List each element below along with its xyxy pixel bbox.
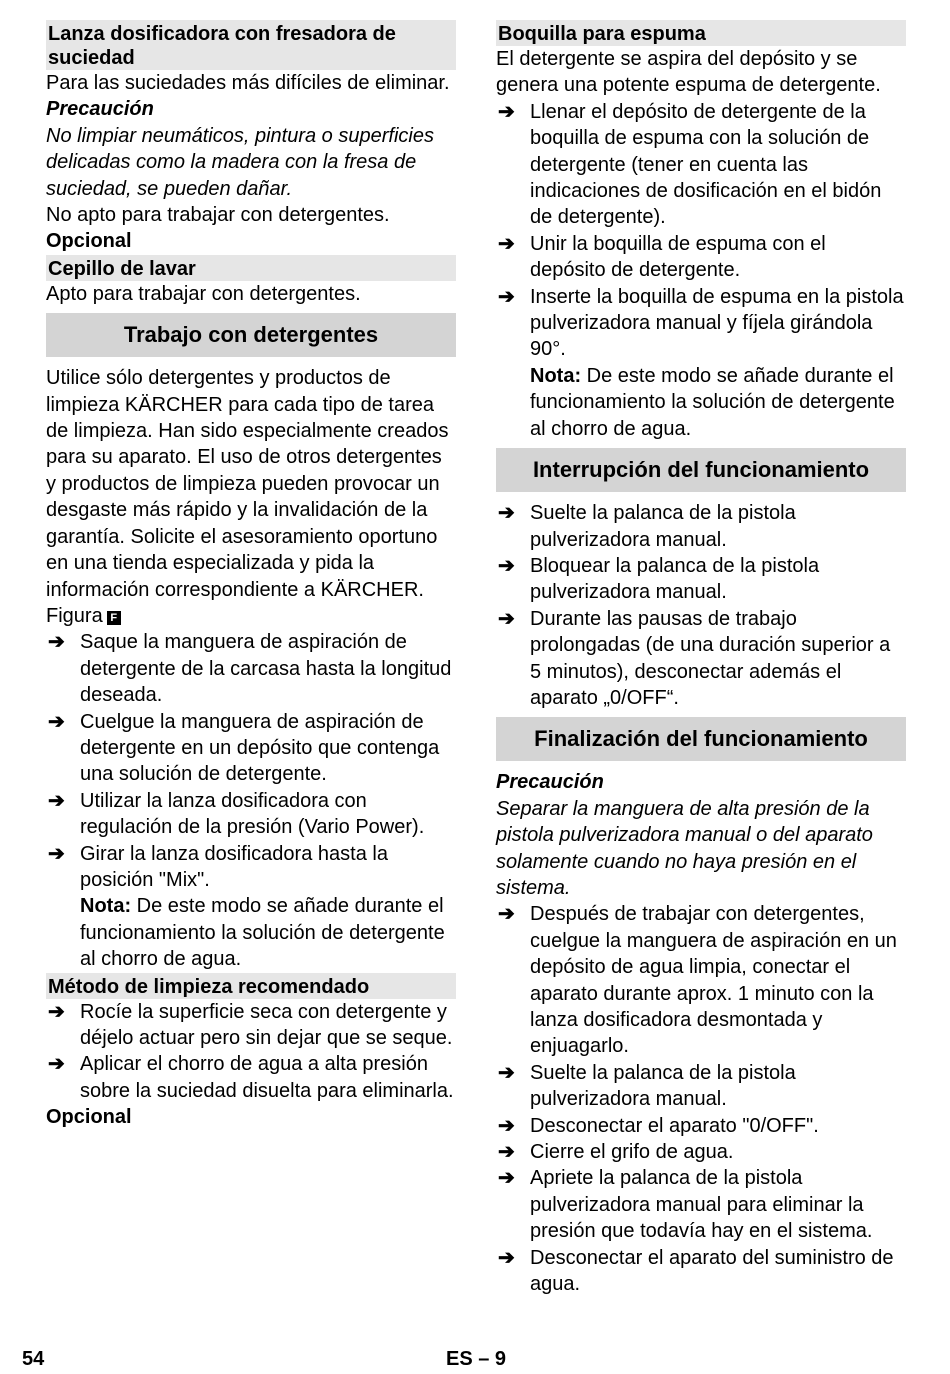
- right-column: [496, 20, 906, 1297]
- arrow-right-icon: ➔: [498, 1246, 515, 1269]
- caution-label: Precaución: [46, 98, 154, 121]
- step-list-shutdown: [496, 901, 906, 1297]
- note-label: Nota:: [530, 364, 582, 387]
- arrow-right-icon: ➔: [48, 789, 65, 812]
- arrow-right-icon: ➔: [498, 1114, 515, 1137]
- caution-label: Precaución: [496, 771, 604, 794]
- step-list-recommended-cleaning: [46, 999, 456, 1105]
- paragraph-no-detergents: No apto para trabajar con detergentes.: [46, 204, 390, 227]
- optional-label: Opcional: [46, 1106, 132, 1129]
- arrow-right-icon: ➔: [498, 1167, 515, 1190]
- arrow-right-icon: ➔: [48, 710, 65, 733]
- paragraph-detergents-intro: Utilice sólo detergentes y productos de limpieza KÄRCHER para cada tipo de tarea de limpieza. Han sido especialmente creados para su aparato. El uso de otros detergentes y productos de limpieza pueden provocar un desgaste más rápido y la invalidación de la garantía. Solicite el asesoramiento oportuno en una tienda especializada y pida la información correspondiente a KÄRCHER.: [46, 367, 449, 601]
- list-item: ➔ Desconectar el aparato "0/OFF".: [496, 1113, 906, 1139]
- left-column: [46, 20, 456, 1131]
- note-label: Nota:: [80, 895, 132, 918]
- paragraph-wash-brush: Apto para trabajar con detergentes.: [46, 282, 361, 305]
- paragraph-dirt-blaster-use: Para las suciedades más difíciles de eliminar.: [46, 72, 450, 94]
- arrow-right-icon: ➔: [498, 100, 515, 123]
- list-item: ➔ Bloquear la palanca de la pistola pulverizadora manual.: [498, 554, 820, 604]
- list-item: ➔ Rocíe la superficie seca con detergente y déjelo actuar pero sin dejar que se seque.: [48, 1000, 453, 1049]
- list-item: ➔ Unir la boquilla de espuma con el depósito de detergente.: [498, 232, 826, 282]
- subheading-dosing-lance-dirt-blaster: Lanza dosificadora con fresadora de suciedad: [46, 20, 456, 70]
- list-item: ➔ Apriete la palanca de la pistola pulverizadora manual para eliminar la presión que todavía hay en el sistema.: [498, 1167, 873, 1243]
- arrow-right-icon: ➔: [498, 554, 515, 577]
- list-item: ➔ Cuelgue la manguera de aspiración de detergente en un depósito que contenga una solución de detergente.: [48, 710, 440, 786]
- step-list-detergents: [46, 629, 456, 893]
- section-page-ref: ES – 9: [446, 1348, 507, 1370]
- list-item: ➔ Durante las pausas de trabajo prolongadas (de una duración superior a 5 minutos), desconectar además el aparato „0/OFF“.: [498, 607, 891, 709]
- arrow-right-icon: ➔: [48, 842, 65, 865]
- figure-label: Figura: [46, 604, 103, 627]
- step-list-interruption: [496, 500, 906, 711]
- list-item: ➔ Utilizar la lanza dosificadora con regulación de la presión (Vario Power).: [48, 789, 425, 839]
- arrow-right-icon: ➔: [48, 1000, 65, 1023]
- step-list-foam-nozzle: [496, 99, 906, 363]
- section-heading-detergents: Trabajo con detergentes: [46, 313, 456, 357]
- subheading-foam-nozzle: Boquilla para espuma: [496, 20, 906, 46]
- arrow-right-icon: ➔: [498, 502, 515, 525]
- paragraph-foam-nozzle: El detergente se aspira del depósito y se genera una potente espuma de detergente.: [496, 48, 881, 97]
- arrow-right-icon: ➔: [48, 1053, 65, 1076]
- arrow-right-icon: ➔: [498, 607, 515, 630]
- subheading-recommended-cleaning: Método de limpieza recomendado: [46, 973, 456, 999]
- subheading-wash-brush: Cepillo de lavar: [46, 255, 456, 281]
- arrow-right-icon: ➔: [498, 903, 515, 926]
- arrow-right-icon: ➔: [498, 1141, 515, 1164]
- arrow-right-icon: ➔: [498, 1061, 515, 1084]
- list-item: ➔ Llenar el depósito de detergente de la boquilla de espuma con la solución de detergente (tener en cuenta las indicaciones de dosificación en el bidón de detergente).: [498, 100, 882, 229]
- figure-f-badge: F: [107, 611, 121, 625]
- note-text: De este modo se añade durante el funcionamiento la solución de detergente al chorro de agua.: [80, 895, 445, 971]
- list-item: ➔ Inserte la boquilla de espuma en la pistola pulverizadora manual y fíjela girándola 90°.: [498, 285, 904, 361]
- list-item: ➔ Después de trabajar con detergentes, cuelgue la manguera de aspiración en un depósito de agua limpia, conectar el aparato durante aprox. 1 minuto con la lanza dosificadora desmontada y enjuagarlo.: [498, 903, 897, 1058]
- list-item: ➔ Aplicar el chorro de agua a alta presión sobre la suciedad disuelta para eliminarla.: [48, 1053, 454, 1102]
- list-item: ➔ Cierre el grifo de agua.: [496, 1139, 906, 1165]
- arrow-right-icon: ➔: [498, 232, 515, 255]
- caution-text: Separar la manguera de alta presión de la pistola pulverizadora manual o del aparato solamente cuando no haya presión en el sistema.: [496, 797, 873, 899]
- list-item: ➔ Saque la manguera de aspiración de detergente de la carcasa hasta la longitud deseada.: [48, 631, 452, 707]
- arrow-right-icon: ➔: [498, 285, 515, 308]
- section-heading-interruption: Interrupción del funcionamiento: [496, 448, 906, 492]
- list-item: ➔ Desconectar el aparato del suministro de agua.: [498, 1246, 894, 1296]
- page-number: 54: [22, 1348, 45, 1370]
- section-heading-shutdown: Finalización del funcionamiento: [496, 717, 906, 761]
- note-paragraph: [46, 893, 456, 972]
- list-item: ➔ Suelte la palanca de la pistola pulverizadora manual.: [498, 1061, 796, 1111]
- list-item: ➔ Girar la lanza dosificadora hasta la posición "Mix".: [48, 842, 388, 891]
- list-item: ➔ Suelte la palanca de la pistola pulverizadora manual.: [498, 502, 796, 551]
- figure-reference: [46, 603, 456, 629]
- optional-label: Opcional: [46, 230, 132, 253]
- caution-text: No limpiar neumáticos, pintura o superficies delicadas como la madera con la fresa de suciedad, se pueden dañar.: [46, 124, 434, 200]
- note-text: De este modo se añade durante el funcionamiento la solución de detergente al chorro de agua.: [530, 364, 895, 440]
- note-paragraph: [496, 363, 906, 442]
- arrow-right-icon: ➔: [48, 631, 65, 654]
